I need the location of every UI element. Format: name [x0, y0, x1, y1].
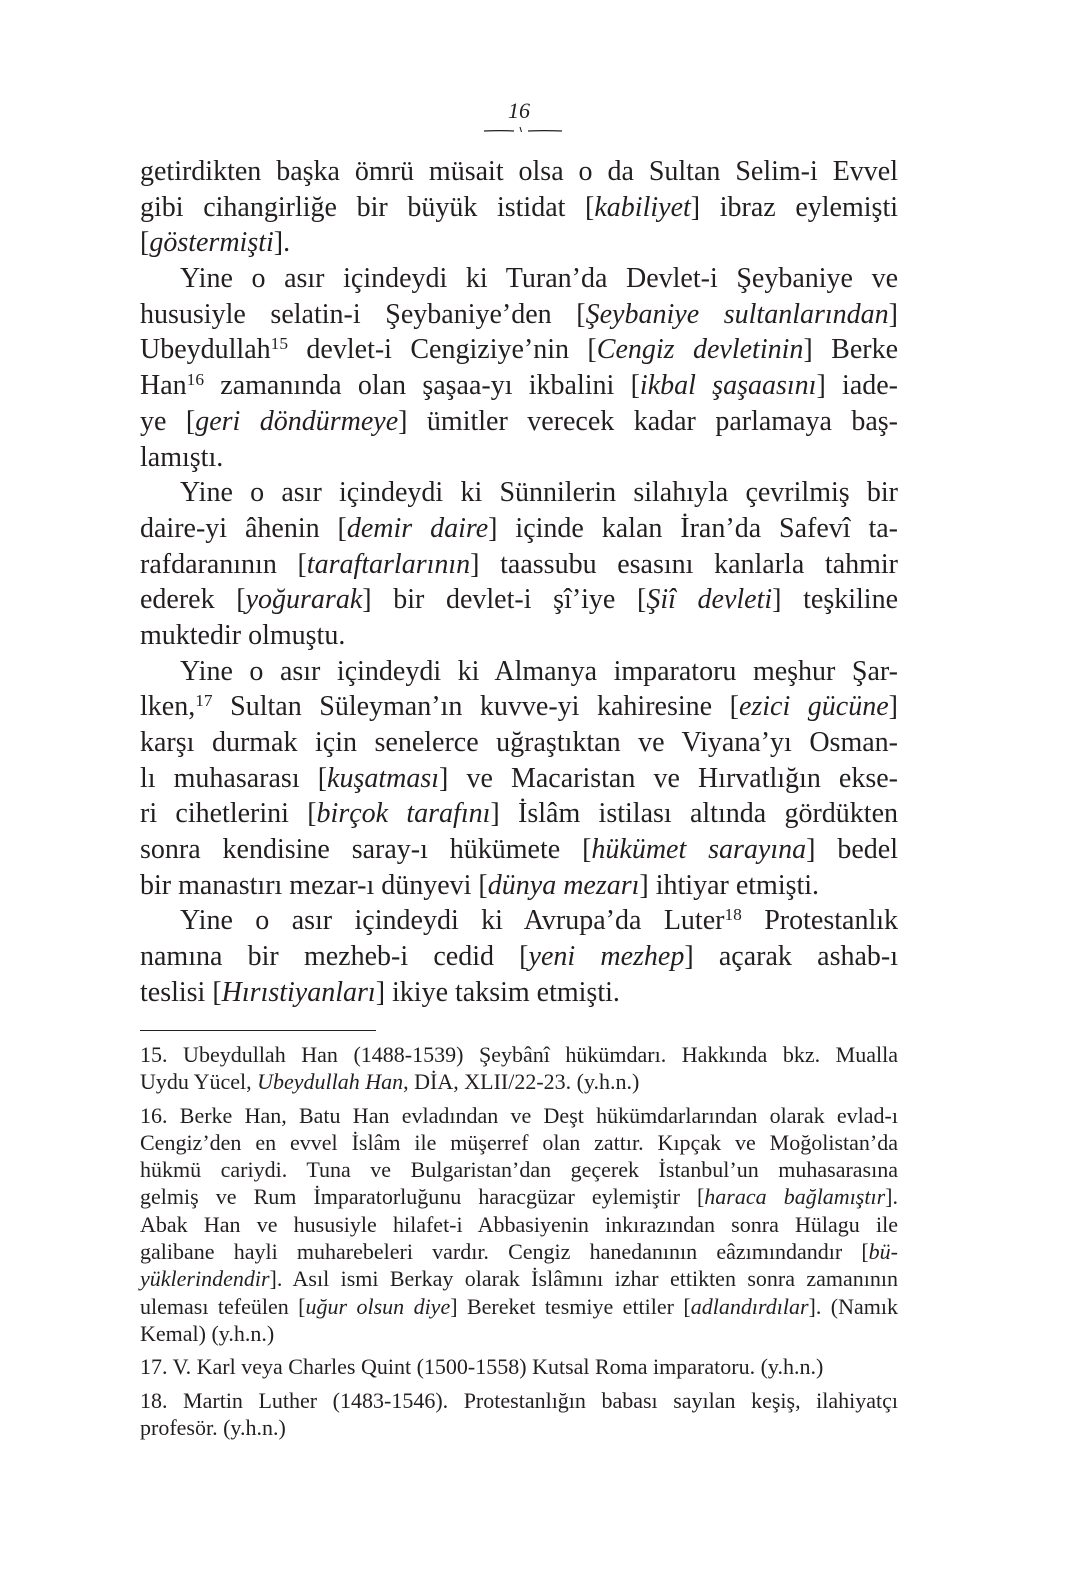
- footnote-line: [140, 1265, 898, 1292]
- footnote: [140, 1041, 898, 1096]
- text-run: Yine o asır içindeydi ki Almanya imparatoru meşhur Şar-: [180, 655, 898, 687]
- text-run: getirdikten başka ömrü müsait olsa o da Sultan Selim-i Evvel: [140, 156, 898, 187]
- text-line: [140, 796, 898, 832]
- footnote-line: [140, 1183, 898, 1210]
- text-run: daire-yi âhenin [: [140, 512, 347, 544]
- text-run: rafdaranının [: [140, 548, 307, 580]
- footnote-separator: [140, 1030, 376, 1031]
- italic-gloss: demir daire: [346, 512, 489, 544]
- text-line: [140, 261, 898, 297]
- text-run: ]: [888, 691, 898, 723]
- text-run: ]: [888, 298, 898, 330]
- text-run: profesör. (y.h.n.): [140, 1414, 286, 1440]
- text-run: ye [: [140, 405, 196, 437]
- text-run: 17. V. Karl veya Charles Quint (1500-1558) Kutsal Roma imparatoru. (y.h.n.): [140, 1354, 824, 1380]
- text-line: [140, 404, 898, 440]
- text-line: [140, 903, 898, 939]
- paragraph: [140, 475, 898, 653]
- text-run: Yine o asır içindeydi ki Sünnilerin silahıyla çevrilmiş bir: [180, 477, 898, 509]
- text-run: ] taassubu esasını kanlarla tahmir: [470, 548, 898, 580]
- text-line: [140, 475, 898, 511]
- text-run: bir manastırı mezar-ı dünyevi [: [140, 869, 488, 901]
- text-line: [140, 975, 898, 1011]
- text-run: gelmiş ve Rum İmparatorluğunu haracgüzar eylemiştir [: [140, 1184, 705, 1210]
- text-run: ] açarak ashab-ı: [684, 941, 898, 973]
- text-run: ] bir devlet-i şî’iye [: [362, 584, 647, 616]
- text-run: ] iade-: [816, 370, 898, 402]
- footnotes: [140, 1041, 898, 1441]
- text-run: ] ve Macaristan ve Hırvatlığın ekse-: [439, 762, 899, 794]
- italic-gloss: Şiî devleti: [646, 584, 773, 616]
- text-run: zamanında olan şaşaa-yı ikbalini [: [204, 370, 640, 402]
- footnote-line: [140, 1238, 898, 1265]
- text-run: namına bir mezheb-i cedid [: [140, 941, 529, 973]
- text-run: ] ikiye taksim etmişti.: [375, 976, 620, 1008]
- text-run: Han: [140, 370, 187, 402]
- text-line: [140, 832, 898, 868]
- text-run: Abak Han ve hususiyle hilafet-i Abbasiyenin inkırazından sonra Hülagu ile: [140, 1211, 898, 1237]
- page-number-ornament: [478, 122, 568, 136]
- footnote-ref: 17: [195, 690, 213, 710]
- text-run: ] ümitler verecek kadar parlamaya baş-: [398, 405, 898, 437]
- text-run: ] ihtiyar etmişti.: [639, 869, 820, 901]
- text-run: galibane hayli muharebeleri vardır. Cengiz hanedanının eâzımındandır [: [140, 1239, 869, 1265]
- text-line: [140, 190, 898, 226]
- italic-gloss: Şeybaniye sultanlarından: [585, 298, 889, 330]
- paragraph: [140, 654, 898, 904]
- footnote-line: [140, 1353, 898, 1380]
- text-line: [140, 582, 898, 618]
- text-line: [140, 154, 898, 190]
- text-run: 18. Martin Luther (1483-1546). Protestanlığın babası sayılan keşiş, ilahiyatçı: [140, 1387, 898, 1413]
- italic-gloss: ikbal şaşaasını: [639, 370, 817, 402]
- text-run: Cengiz’den en evvel İslâm ile müşerref olan zattır. Kıpçak ve Moğolistan’da: [140, 1129, 898, 1155]
- italic-gloss: yeni mezhep: [528, 941, 685, 973]
- italic-gloss: ezici gücüne: [738, 691, 889, 723]
- footnote: [140, 1353, 898, 1380]
- italic-gloss: kuşatması: [327, 762, 440, 794]
- text-line: [140, 761, 898, 797]
- text-run: [: [140, 227, 150, 259]
- footnote-line: [140, 1320, 898, 1347]
- text-run: Yine o asır içindeydi ki Turan’da Devlet-i Şeybaniye ve: [180, 263, 898, 295]
- italic-gloss: uğur olsun diye: [305, 1293, 451, 1319]
- text-run: muktedir olmuştu.: [140, 619, 346, 651]
- footnote-ref: 18: [724, 904, 742, 924]
- italic-gloss: yüklerindendir: [140, 1266, 270, 1292]
- text-run: ] Berke: [803, 334, 899, 366]
- text-line: [140, 868, 898, 904]
- text-line: [140, 547, 898, 583]
- text-run: ri cihetlerini [: [140, 798, 317, 830]
- text-run: ] bedel: [806, 834, 898, 866]
- italic-gloss: Hırıstiyanları: [221, 976, 376, 1008]
- text-run: ] içinde kalan İran’da Safevî ta-: [488, 512, 899, 544]
- main-text: [140, 154, 898, 1011]
- text-run: ]. Asıl ismi Berkay olarak İslâmını izhar ettikten sonra zamanının: [269, 1266, 898, 1292]
- text-run: 15. Ubeydullah Han (1488-1539) Şeybânî hükümdarı. Hakkında bkz. Mualla: [140, 1042, 898, 1067]
- footnote-line: [140, 1293, 898, 1320]
- text-line: [140, 618, 898, 654]
- text-line: [140, 689, 898, 725]
- italic-gloss: geri döndürmeye: [195, 405, 399, 437]
- italic-gloss: dünya mezarı: [487, 869, 640, 901]
- text-run: 16. Berke Han, Batu Han evladından ve Deşt hükümdarlarından olarak evlad-ı: [140, 1102, 898, 1128]
- text-line: [140, 440, 898, 476]
- footnote-line: [140, 1414, 898, 1441]
- footnote-line: [140, 1068, 898, 1095]
- text-run: Kemal) (y.h.n.): [140, 1320, 275, 1346]
- text-run: Ubeydullah: [140, 334, 271, 366]
- text-line: [140, 939, 898, 975]
- italic-gloss: Cengiz devletinin: [596, 334, 804, 366]
- text-run: ].: [885, 1184, 898, 1210]
- paragraph: [140, 154, 898, 261]
- text-line: [140, 725, 898, 761]
- text-run: hususiyle selatin-i Şeybaniye’den [: [140, 298, 586, 330]
- footnote-ref: 16: [186, 369, 205, 389]
- text-run: hükmü cariydi. Tuna ve Bulgaristan’dan geçerek İstanbul’un muhasarasına: [140, 1157, 898, 1183]
- text-run: karşı durmak için senelerce uğraştıktan ve Viyana’yı Osman-: [140, 727, 898, 758]
- text-line: [140, 511, 898, 547]
- text-run: Sultan Süleyman’ın kuvve-yi kahiresine [: [212, 691, 739, 723]
- text-run: , DİA, XLII/22-23. (y.h.n.): [403, 1069, 640, 1095]
- text-run: ] teşkiline: [772, 584, 898, 616]
- italic-gloss: hükümet sarayına: [591, 834, 807, 866]
- footnote-line: [140, 1211, 898, 1238]
- italic-gloss: adlandırdılar: [690, 1293, 809, 1319]
- footnote-line: [140, 1102, 898, 1129]
- text-line: [140, 368, 898, 404]
- italic-gloss: Ubeydullah Han: [257, 1069, 404, 1095]
- text-run: lamıştı.: [140, 441, 224, 473]
- text-run: gibi cihangirliğe bir büyük istidat [: [140, 191, 595, 223]
- italic-gloss: kabiliyet: [594, 191, 691, 223]
- text-run: ] İslâm istilası altında gördükten: [490, 798, 899, 830]
- italic-gloss: taraftarlarının: [306, 548, 471, 580]
- text-line: [140, 654, 898, 690]
- text-run: Yine o asır içindeydi ki Avrupa’da Luter: [180, 905, 725, 937]
- italic-gloss: yoğurarak: [245, 584, 363, 616]
- text-run: Uydu Yücel,: [140, 1069, 258, 1095]
- text-run: ederek [: [140, 584, 246, 616]
- page-number: [140, 98, 898, 124]
- italic-gloss: bü-: [868, 1239, 898, 1265]
- text-run: uleması tefeülen [: [140, 1293, 306, 1319]
- paragraph: [140, 903, 898, 1010]
- footnote-line: [140, 1156, 898, 1183]
- text-run: teslisi [: [140, 976, 222, 1008]
- text-line: [140, 225, 898, 261]
- text-run: ].: [273, 227, 291, 259]
- italic-gloss: göstermişti: [149, 227, 274, 259]
- text-run: ]. (Namık: [808, 1293, 898, 1319]
- footnote-ref: 15: [270, 333, 288, 353]
- paragraph: [140, 261, 898, 475]
- footnote: [140, 1102, 898, 1348]
- text-run: ] ibraz eylemişti: [690, 191, 898, 223]
- text-line: [140, 297, 898, 333]
- text-run: lı muhasarası [: [140, 762, 328, 794]
- footnote: [140, 1387, 898, 1442]
- italic-gloss: birçok tarafını: [316, 798, 491, 830]
- footnote-line: [140, 1387, 898, 1414]
- text-run: sonra kendisine saray-ı hükümete [: [140, 834, 592, 866]
- text-run: lken,: [140, 691, 196, 723]
- text-line: [140, 332, 898, 368]
- page-number-text: 16: [508, 98, 530, 123]
- italic-gloss: haraca bağlamıştır: [704, 1184, 886, 1210]
- text-run: devlet-i Cengiziye’nin [: [288, 334, 597, 366]
- footnote-line: [140, 1129, 898, 1156]
- text-run: ] Bereket tesmiye ettiler [: [450, 1293, 691, 1319]
- footnote-line: [140, 1041, 898, 1068]
- text-run: Protestanlık: [741, 905, 898, 937]
